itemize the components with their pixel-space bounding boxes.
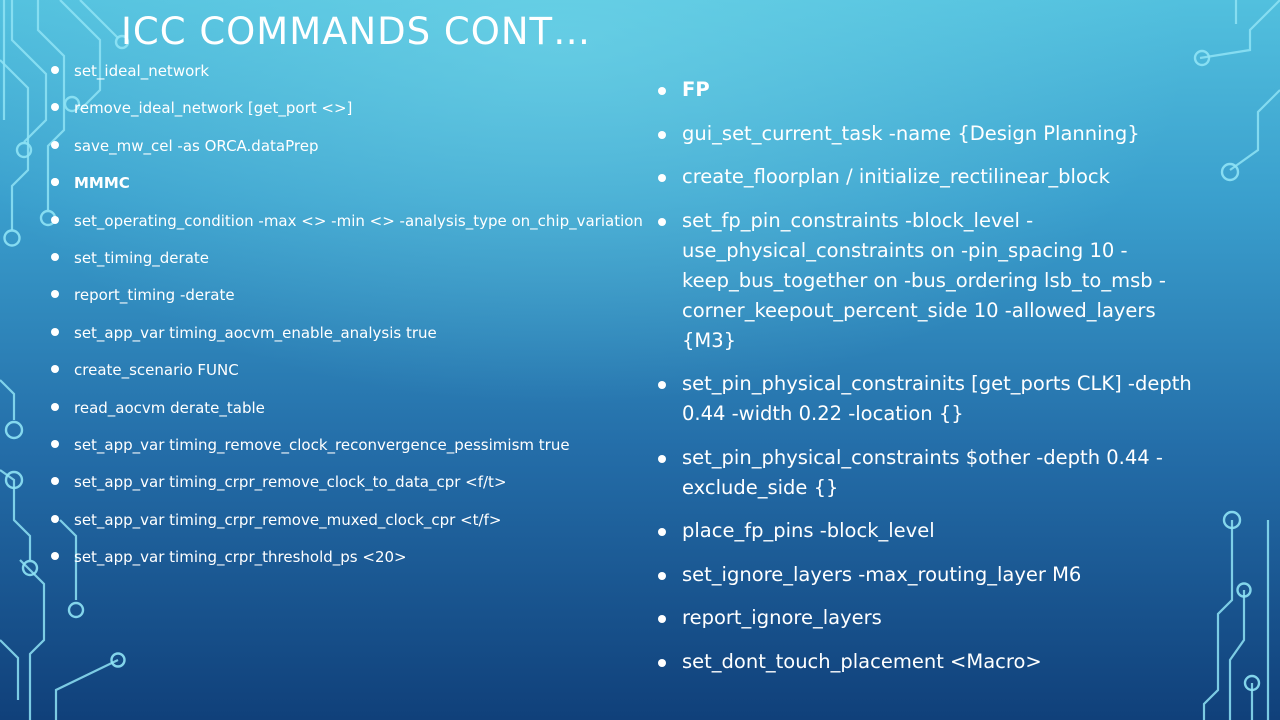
list-item: set_app_var timing_crpr_remove_clock_to_data_cpr <f/t> [50, 470, 650, 494]
list-item: set_pin_physical_constraints $other -depth 0.44 -exclude_side {} [655, 443, 1215, 503]
list-item: set_fp_pin_constraints -block_level -use_physical_constraints on -pin_spacing 10 -keep_bus_together on -bus_ordering lsb_to_msb -corner_keepout_percent_side 10 -allowed_layers {M3} [655, 206, 1215, 356]
right-command-list [655, 75, 1215, 690]
list-item: read_aocvm derate_table [50, 396, 650, 420]
list-item: create_scenario FUNC [50, 358, 650, 382]
left-command-list [50, 59, 650, 582]
list-item: set_ignore_layers -max_routing_layer M6 [655, 560, 1215, 590]
list-item: report_timing -derate [50, 283, 650, 307]
list-item: set_app_var timing_crpr_threshold_ps <20> [50, 545, 650, 569]
list-item: place_fp_pins -block_level [655, 516, 1215, 546]
list-item: set_pin_physical_constrainits [get_ports CLK] -depth 0.44 -width 0.22 -location {} [655, 369, 1215, 429]
list-item: set_app_var timing_crpr_remove_muxed_clock_cpr <t/f> [50, 508, 650, 532]
list-item: set_ideal_network [50, 59, 650, 83]
slide-title: ICC COMMANDS CONT… [121, 10, 592, 53]
list-item: remove_ideal_network [get_port <>] [50, 96, 650, 120]
list-item: gui_set_current_task -name {Design Planning} [655, 119, 1215, 149]
list-item: set_app_var timing_remove_clock_reconvergence_pessimism true [50, 433, 650, 457]
list-item: create_floorplan / initialize_rectilinear_block [655, 162, 1215, 192]
section-heading-mmmc: MMMC [50, 171, 650, 195]
list-item: save_mw_cel -as ORCA.dataPrep [50, 134, 650, 158]
list-item: set_timing_derate [50, 246, 650, 270]
list-item: set_app_var timing_aocvm_enable_analysis true [50, 321, 650, 345]
section-heading-fp: FP [655, 75, 1215, 105]
list-item: report_ignore_layers [655, 603, 1215, 633]
list-item: set_operating_condition -max <> -min <> -analysis_type on_chip_variation [50, 209, 650, 233]
list-item: set_dont_touch_placement <Macro> [655, 647, 1215, 677]
